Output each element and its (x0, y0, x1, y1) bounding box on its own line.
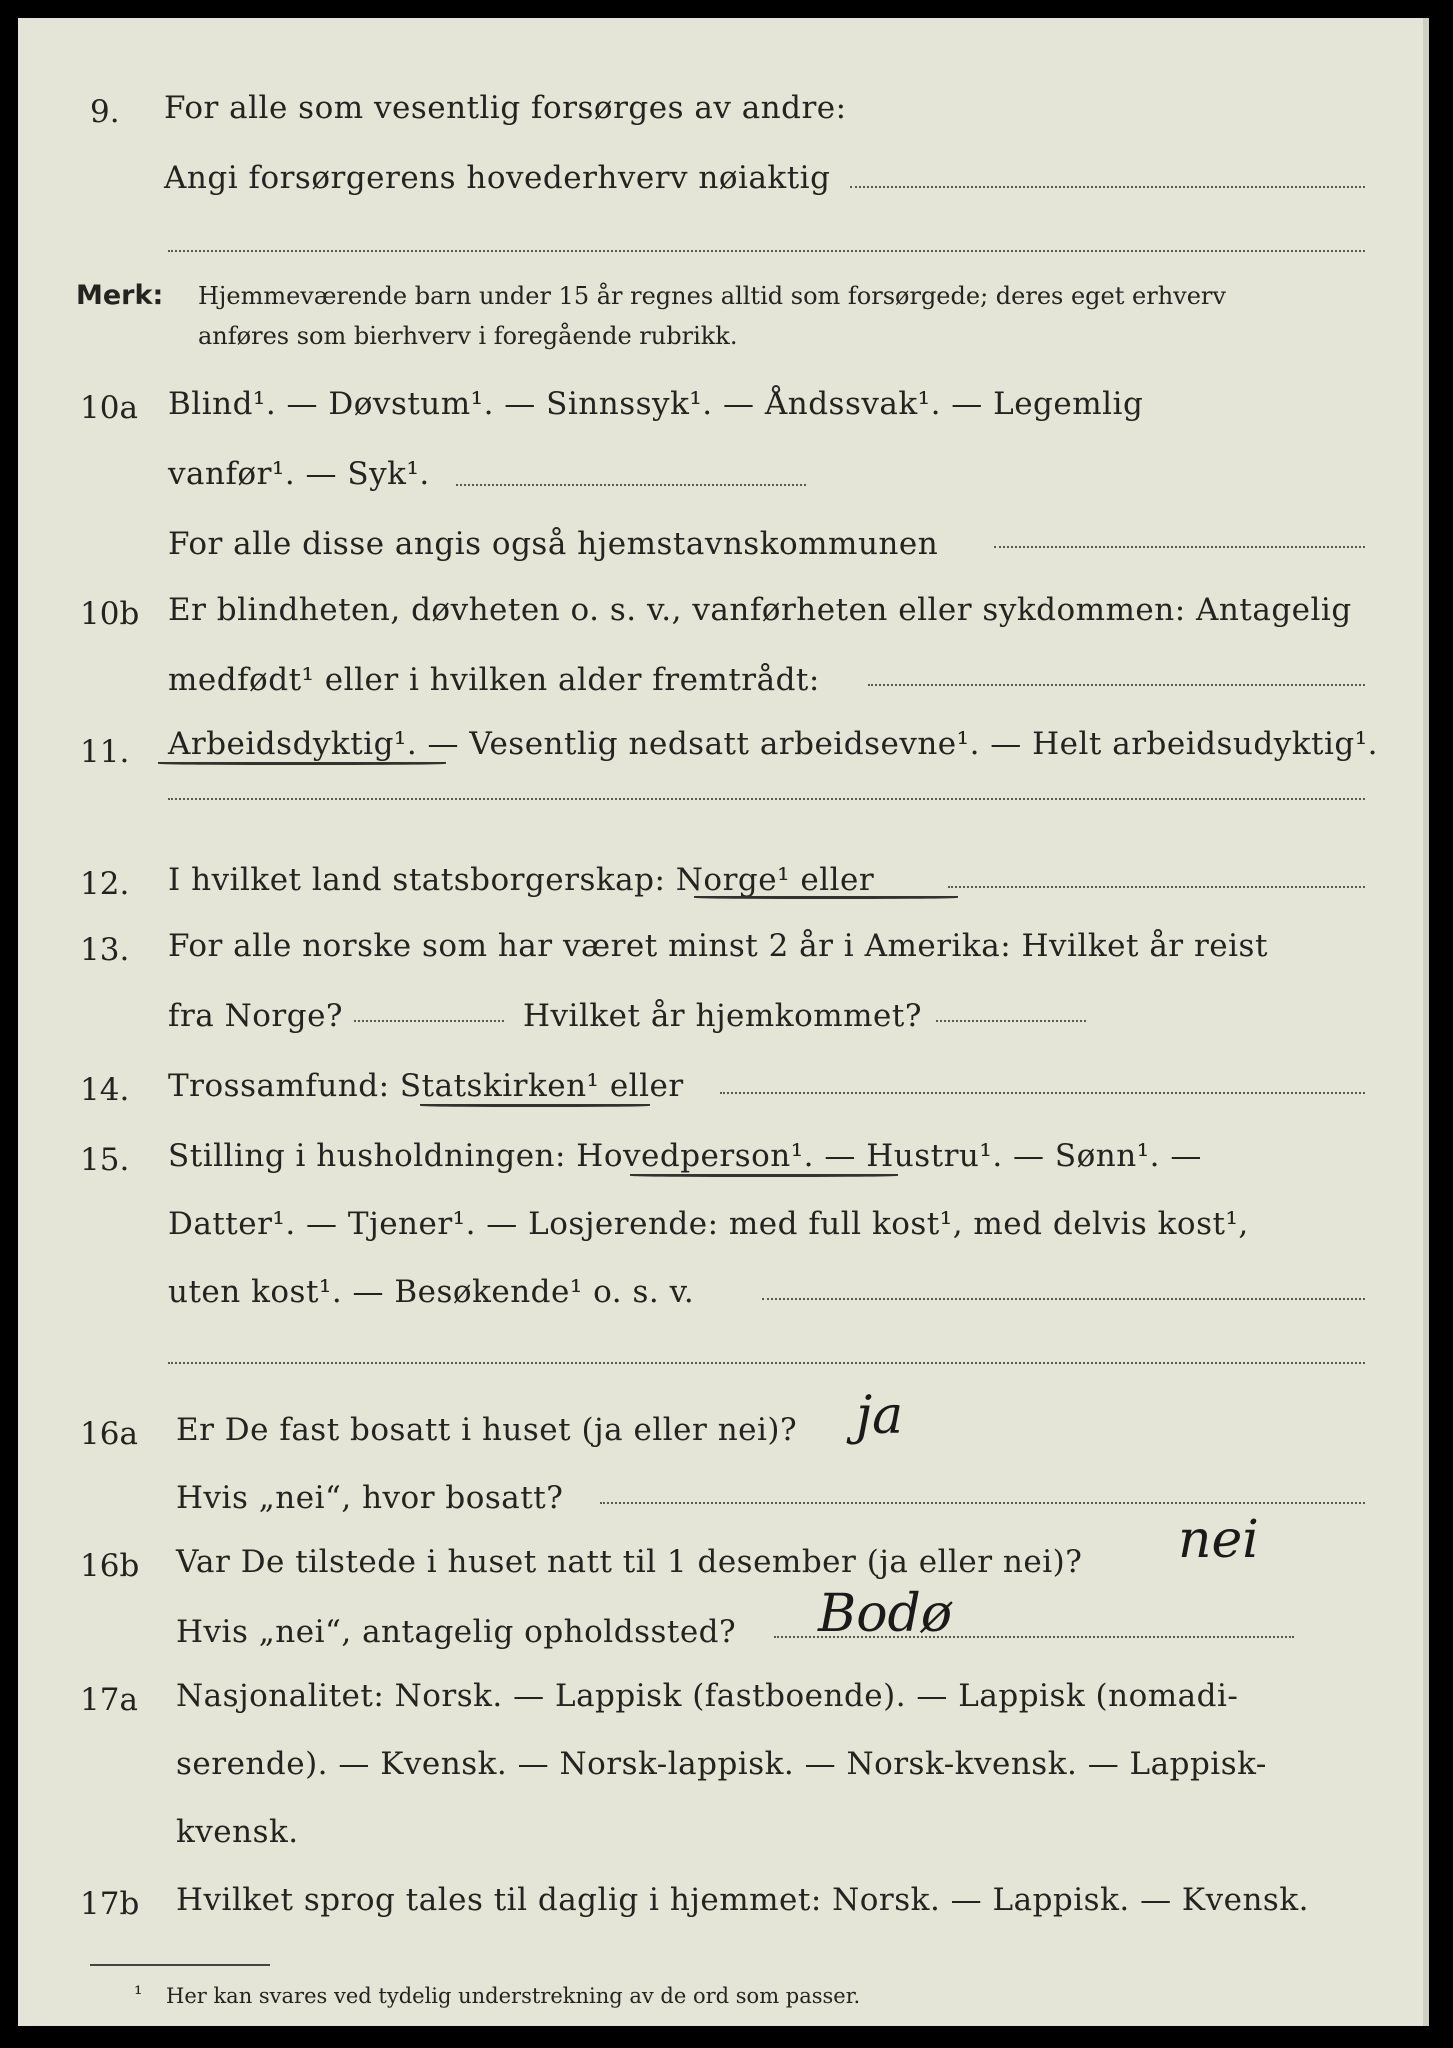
merk-note-line2: anføres som bierhverv i foregående rubrikk. (198, 322, 738, 350)
q10a-hometown-question: For alle disse angis også hjemstavnskommunen (168, 526, 939, 562)
census-form-page (18, 18, 1429, 2026)
q17a-question: Nasjonalitet: Norsk. — Lappisk (fastboende). — Lappisk (nomadi- (176, 1678, 1239, 1714)
q10a-question-cont: vanfør¹. — Syk¹. (168, 456, 430, 492)
q16b-question: Var De tilstede i huset natt til 1 desember (ja eller nei)? (176, 1544, 1083, 1580)
q17a-number: 17a (80, 1682, 138, 1718)
q14-handwritten-underline (420, 1104, 650, 1107)
q16a-subquestion: Hvis „nei“, hvor bosatt? (176, 1480, 564, 1516)
q15-answer-line[interactable] (762, 1298, 1365, 1300)
q14-number: 14. (80, 1072, 130, 1108)
q17b-number: 17b (80, 1886, 140, 1922)
q9-question: For alle som vesentlig forsørges av andre: (164, 90, 847, 126)
q11-answer-line[interactable] (168, 798, 1365, 800)
q9-answer-line[interactable] (850, 186, 1365, 188)
footnote-text: Her kan svares ved tydelig understrekning av de ord som passer. (166, 1984, 861, 2008)
q12-question: I hvilket land statsborgerskap: Norge¹ eller (168, 862, 875, 898)
q15-answer-line-2[interactable] (168, 1362, 1365, 1364)
q15-question-cont2: uten kost¹. — Besøkende¹ o. s. v. (168, 1274, 695, 1310)
q16a-answer-line[interactable] (600, 1502, 1365, 1504)
q12-handwritten-underline (694, 896, 958, 899)
q15-handwritten-underline (630, 1174, 898, 1177)
q10b-question-cont: medfødt¹ eller i hvilken alder fremtrådt: (168, 662, 820, 698)
q12-number: 12. (80, 866, 130, 902)
q11-question: Arbeidsdyktig¹. — Vesentlig nedsatt arbeidsevne¹. — Helt arbeidsudyktig¹. (168, 726, 1379, 762)
q16a-question: Er De fast bosatt i huset (ja eller nei)? (176, 1412, 798, 1448)
q10a-number: 10a (80, 390, 138, 426)
q14-question: Trossamfund: Statskirken¹ eller (168, 1068, 684, 1104)
q16b-handwritten-place: Bodø (818, 1584, 953, 1644)
q13-question-from: fra Norge? (168, 998, 344, 1034)
q16a-number: 16a (80, 1416, 138, 1452)
q9-number: 9. (90, 94, 120, 130)
q16b-subquestion: Hvis „nei“, antagelig opholdssted? (176, 1614, 737, 1650)
q15-question-cont: Datter¹. — Tjener¹. — Losjerende: med full kost¹, med delvis kost¹, (168, 1206, 1249, 1242)
q10b-answer-line[interactable] (868, 684, 1365, 686)
q13-question-return: Hvilket år hjemkommet? (523, 998, 922, 1034)
merk-label: Merk: (76, 280, 164, 311)
q11-number: 11. (80, 734, 130, 770)
q9-answer-line-2[interactable] (168, 250, 1365, 252)
q13-year-left-line[interactable] (354, 1020, 504, 1022)
q10a-answer-line[interactable] (456, 484, 806, 486)
footnote-mark: ¹ (134, 1982, 143, 2006)
q17a-question-cont2: kvensk. (176, 1814, 299, 1850)
q13-question: For alle norske som har været minst 2 år i Amerika: Hvilket år reist (168, 928, 1268, 964)
q15-question: Stilling i husholdningen: Hovedperson¹. — Hustru¹. — Sønn¹. — (168, 1138, 1202, 1174)
q16a-handwritten-answer: ja (856, 1386, 904, 1446)
merk-note-line1: Hjemmeværende barn under 15 år regnes alltid som forsørgede; deres eget erhverv (198, 282, 1226, 310)
q10b-number: 10b (80, 596, 140, 632)
q16b-handwritten-answer: nei (1178, 1510, 1259, 1570)
q10b-question: Er blindheten, døvheten o. s. v., vanførheten eller sykdommen: Antagelig (168, 592, 1352, 628)
footnote-rule (90, 1964, 270, 1966)
q9-subquestion: Angi forsørgerens hovederhverv nøiaktig (164, 160, 831, 196)
q15-number: 15. (80, 1142, 130, 1178)
q16b-number: 16b (80, 1548, 140, 1584)
q13-year-returned-line[interactable] (936, 1020, 1086, 1022)
q17a-question-cont: serende). — Kvensk. — Norsk-lappisk. — Norsk-kvensk. — Lappisk- (176, 1746, 1267, 1782)
q11-handwritten-underline (158, 762, 446, 765)
q14-answer-line[interactable] (720, 1092, 1365, 1094)
q17b-question: Hvilket sprog tales til daglig i hjemmet: Norsk. — Lappisk. — Kvensk. (176, 1882, 1309, 1918)
q10a-question: Blind¹. — Døvstum¹. — Sinnssyk¹. — Åndssvak¹. — Legemlig (168, 386, 1144, 422)
q12-answer-line[interactable] (948, 886, 1365, 888)
q10a-hometown-line[interactable] (994, 546, 1365, 548)
q13-number: 13. (80, 932, 130, 968)
